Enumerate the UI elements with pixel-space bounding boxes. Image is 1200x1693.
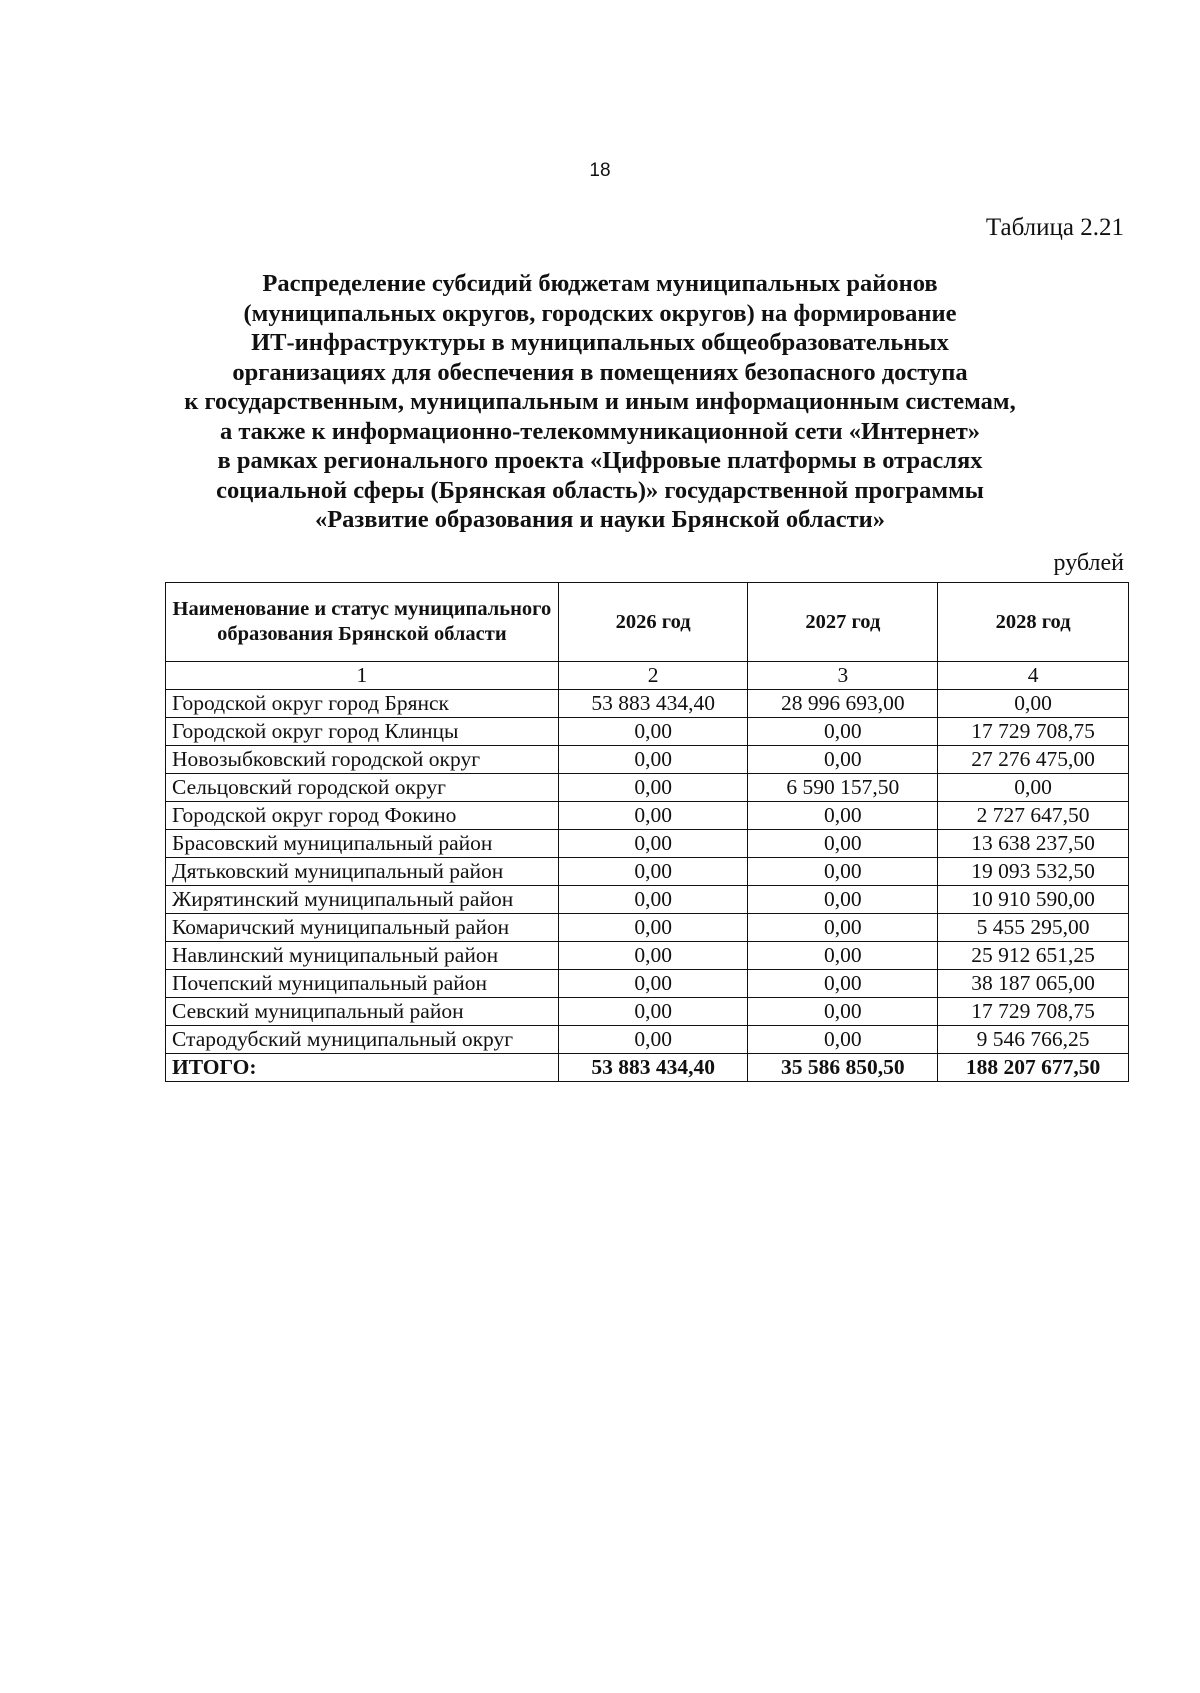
title-line: в рамках регионального проекта «Цифровые платформы в отраслях	[217, 447, 983, 474]
municipality-name: Брасовский муниципальный район	[166, 830, 559, 858]
municipality-name: Городской округ город Клинцы	[166, 718, 559, 746]
units-label: рублей	[1053, 550, 1124, 576]
column-number: 3	[748, 662, 938, 690]
table-row	[166, 914, 1129, 942]
value-2028: 25 912 651,25	[938, 942, 1129, 970]
header-2027: 2027 год	[748, 583, 938, 662]
title-line: к государственным, муниципальным и иным информационным системам,	[184, 388, 1016, 415]
value-2027: 6 590 157,50	[748, 774, 938, 802]
value-2026: 0,00	[558, 942, 748, 970]
municipality-name: Навлинский муниципальный район	[166, 942, 559, 970]
table-row	[166, 1026, 1129, 1054]
page-number: 18	[589, 160, 611, 181]
total-2028: 188 207 677,50	[938, 1054, 1129, 1082]
table-row	[166, 746, 1129, 774]
value-2027: 0,00	[748, 1026, 938, 1054]
value-2026: 53 883 434,40	[558, 690, 748, 718]
title-line: Распределение субсидий бюджетам муниципальных районов	[262, 270, 938, 297]
value-2027: 0,00	[748, 970, 938, 998]
municipality-name: Стародубский муниципальный округ	[166, 1026, 559, 1054]
value-2028: 17 729 708,75	[938, 718, 1129, 746]
title-line: организациях для обеспечения в помещениях безопасного доступа	[232, 358, 968, 386]
header-row	[166, 583, 1129, 662]
municipality-name: Комаричский муниципальный район	[166, 914, 559, 942]
total-row	[166, 1054, 1129, 1082]
value-2028: 38 187 065,00	[938, 970, 1129, 998]
value-2026: 0,00	[558, 998, 748, 1026]
value-2027: 0,00	[748, 942, 938, 970]
value-2027: 0,00	[748, 830, 938, 858]
value-2028: 0,00	[938, 774, 1129, 802]
value-2026: 0,00	[558, 830, 748, 858]
header-2026: 2026 год	[558, 583, 748, 662]
municipality-name: Городской округ город Брянск	[166, 690, 559, 718]
table-row	[166, 970, 1129, 998]
table-row	[166, 718, 1129, 746]
total-label: ИТОГО:	[166, 1054, 559, 1082]
value-2026: 0,00	[558, 774, 748, 802]
municipality-name: Сельцовский городской округ	[166, 774, 559, 802]
value-2026: 0,00	[558, 718, 748, 746]
table-row	[166, 690, 1129, 718]
table-row	[166, 886, 1129, 914]
title-line: (муниципальных округов, городских округов) на формирование	[243, 299, 957, 327]
value-2027: 0,00	[748, 998, 938, 1026]
title-line: социальной сферы (Брянская область)» государственной программы	[216, 476, 984, 504]
value-2027: 0,00	[748, 802, 938, 830]
value-2028: 2 727 647,50	[938, 802, 1129, 830]
value-2028: 5 455 295,00	[938, 914, 1129, 942]
value-2026: 0,00	[558, 802, 748, 830]
document-title	[150, 269, 1050, 535]
table-row	[166, 830, 1129, 858]
table-label: Таблица 2.21	[985, 214, 1124, 241]
column-number-row	[166, 662, 1129, 690]
title-line: «Развитие образования и науки Брянской области»	[314, 506, 886, 533]
value-2026: 0,00	[558, 914, 748, 942]
value-2027: 0,00	[748, 746, 938, 774]
value-2026: 0,00	[558, 746, 748, 774]
value-2026: 0,00	[558, 858, 748, 886]
total-2027: 35 586 850,50	[748, 1054, 938, 1082]
municipality-name: Почепский муниципальный район	[166, 970, 559, 998]
value-2027: 0,00	[748, 718, 938, 746]
header-2028: 2028 год	[938, 583, 1129, 662]
value-2028: 27 276 475,00	[938, 746, 1129, 774]
table-row	[166, 802, 1129, 830]
value-2027: 0,00	[748, 858, 938, 886]
value-2026: 0,00	[558, 1026, 748, 1054]
value-2028: 19 093 532,50	[938, 858, 1129, 886]
municipality-name: Городской округ город Фокино	[166, 802, 559, 830]
table-row	[166, 942, 1129, 970]
table-row	[166, 858, 1129, 886]
value-2026: 0,00	[558, 886, 748, 914]
value-2028: 9 546 766,25	[938, 1026, 1129, 1054]
value-2028: 0,00	[938, 690, 1129, 718]
value-2027: 28 996 693,00	[748, 690, 938, 718]
value-2027: 0,00	[748, 886, 938, 914]
title-line: а также к информационно-телекоммуникационной сети «Интернет»	[219, 417, 981, 445]
column-number: 4	[938, 662, 1129, 690]
header-name: Наименование и статус муниципального образования Брянской области	[166, 583, 559, 662]
municipality-name: Жирятинский муниципальный район	[166, 886, 559, 914]
table-row	[166, 998, 1129, 1026]
municipality-name: Севский муниципальный район	[166, 998, 559, 1026]
value-2027: 0,00	[748, 914, 938, 942]
title-line: ИТ-инфраструктуры в муниципальных общеобразовательных	[251, 329, 949, 356]
column-number: 1	[166, 662, 559, 690]
total-2026: 53 883 434,40	[558, 1054, 748, 1082]
table-row	[166, 774, 1129, 802]
value-2028: 17 729 708,75	[938, 998, 1129, 1026]
municipality-name: Дятьковский муниципальный район	[166, 858, 559, 886]
subsidies-table	[165, 582, 1129, 1082]
value-2028: 13 638 237,50	[938, 830, 1129, 858]
column-number: 2	[558, 662, 748, 690]
value-2028: 10 910 590,00	[938, 886, 1129, 914]
municipality-name: Новозыбковский городской округ	[166, 746, 559, 774]
value-2026: 0,00	[558, 970, 748, 998]
